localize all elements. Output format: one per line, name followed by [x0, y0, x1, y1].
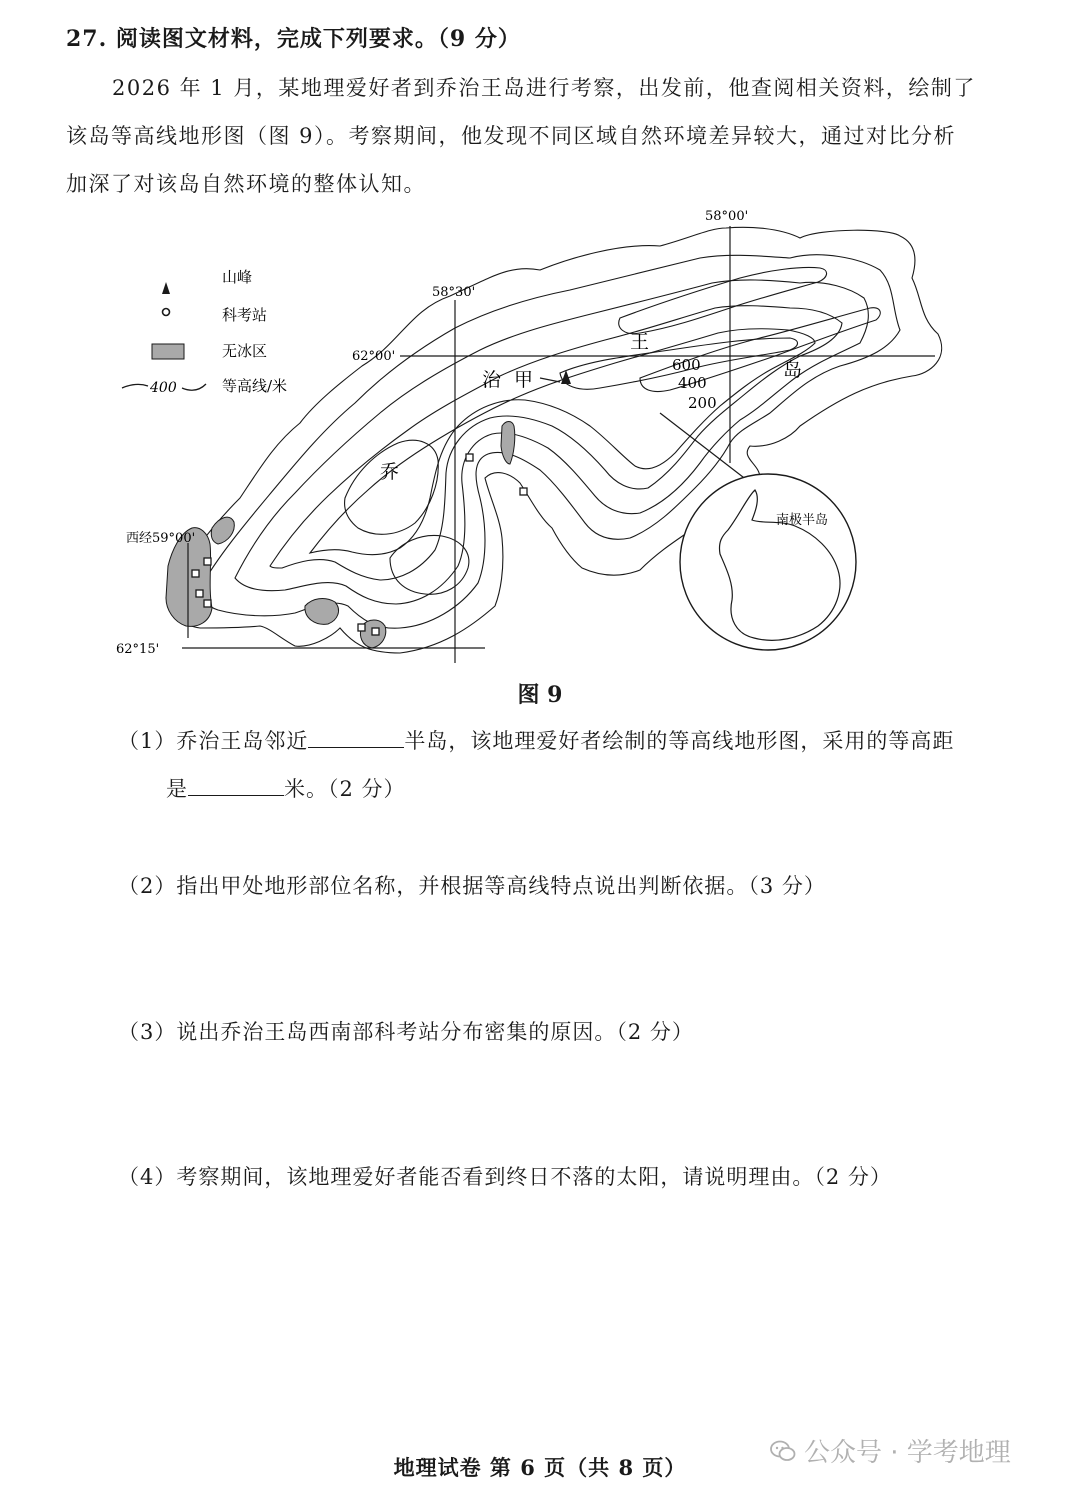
contour-value-200: 200	[688, 394, 717, 412]
jia-pointer-line	[540, 378, 560, 382]
station-marker	[192, 570, 199, 577]
ice-free-bay	[501, 422, 515, 465]
answer-blank-peninsula[interactable]	[308, 729, 404, 748]
map-label-dao: 岛	[783, 359, 803, 381]
subquestion-3: （3）说出乔治王岛西南部科考站分布密集的原因。（2 分）	[118, 1020, 694, 1044]
map-label-zhi: 治	[482, 369, 502, 391]
contour-map-figure	[100, 198, 980, 678]
question-header: 27. 阅读图文材料，完成下列要求。（9 分）	[66, 26, 521, 52]
subquestion-4: （4）考察期间，该地理爱好者能否看到终日不落的太阳，请说明理由。（2 分）	[118, 1165, 892, 1189]
contour-legend-line	[122, 384, 148, 388]
lon-5800-label: 58°00'	[705, 209, 749, 224]
contour-legend-line-tail	[182, 384, 206, 390]
contour-south-lobe	[390, 535, 469, 594]
station-marker	[466, 454, 473, 461]
legend-peak-label: 山峰	[222, 268, 253, 286]
material-line-1: 2026 年 1 月，某地理爱好者到乔治王岛进行考察，出发前，他查阅相关资料，绘制了	[112, 76, 976, 100]
legend-contour-value: 400	[150, 380, 177, 396]
legend-ice-free-label: 无冰区	[222, 342, 268, 360]
peak-legend-icon	[162, 282, 170, 294]
contour-qiao-hill	[345, 440, 439, 534]
inset-label-antarctic-peninsula: 南极半岛	[776, 513, 829, 528]
lat-6215-label: 62°15'	[116, 642, 160, 657]
antarctica-inset	[680, 474, 856, 650]
lon-5830-label: 58°30'	[432, 285, 476, 300]
q1-text-c: 是	[166, 777, 188, 801]
station-marker	[372, 628, 379, 635]
q1-text-a: （1）乔治王岛邻近	[118, 729, 309, 753]
map-legend	[122, 268, 287, 396]
map-label-jia: 甲	[514, 369, 534, 391]
station-marker	[204, 600, 211, 607]
ice-free-west-2	[211, 517, 234, 544]
lon-5900-label: 西经59°00'	[126, 531, 196, 546]
station-marker	[204, 558, 211, 565]
map-label-qiao: 乔	[380, 461, 400, 483]
contour-value-600: 600	[672, 356, 701, 374]
ice-free-areas	[166, 422, 515, 649]
legend-station-label: 科考站	[222, 306, 268, 324]
page-footer: 地理试卷 第 6 页（共 8 页）	[393, 1455, 687, 1480]
q1-text-d: 米。（2 分）	[284, 777, 406, 801]
station-marker	[196, 590, 203, 597]
material-line-2: 该岛等高线地形图（图 9）。考察期间，他发现不同区域自然环境差异较大，通过对比分析	[66, 124, 957, 148]
ice-free-legend-icon	[152, 344, 184, 359]
q1-text-b: 半岛，该地理爱好者绘制的等高线地形图，采用的等高距	[404, 729, 955, 753]
subquestion-1-line-2	[166, 773, 406, 803]
station-marker	[358, 624, 365, 631]
inset-connector-line	[660, 413, 752, 484]
station-legend-icon	[163, 309, 170, 316]
watermark-text: 公众号 · 学考地理	[804, 1438, 1011, 1468]
lat-6200-label: 62°00'	[352, 349, 396, 364]
contour-north-lobe	[619, 267, 827, 333]
legend-contour-label: 等高线/米	[222, 377, 288, 395]
map-label-wang: 王	[630, 331, 650, 353]
material-line-3: 加深了对该岛自然环境的整体认知。	[66, 172, 426, 196]
ice-free-south-1	[305, 599, 339, 625]
answer-blank-interval[interactable]	[188, 777, 284, 796]
contour-value-400: 400	[678, 374, 707, 392]
subquestion-2: （2）指出甲处地形部位名称，并根据等高线特点说出判断依据。（3 分）	[118, 874, 826, 898]
figure-caption: 图 9	[517, 682, 563, 708]
station-marker	[520, 488, 527, 495]
subquestion-1-line-1	[118, 725, 954, 755]
